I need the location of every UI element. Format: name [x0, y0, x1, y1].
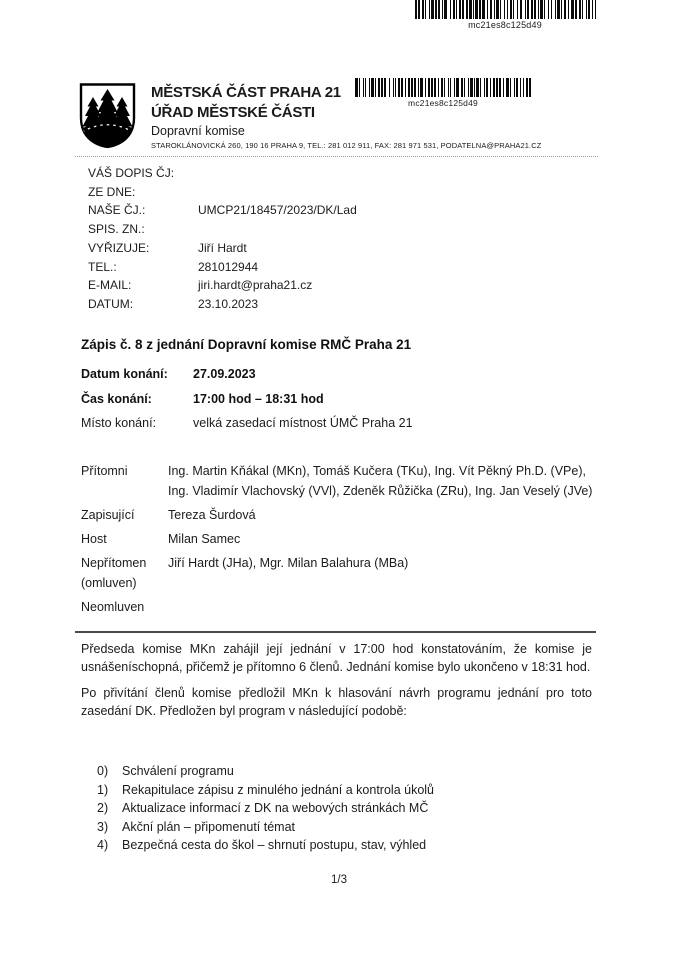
header-barcode-bars: [355, 78, 531, 97]
field-row: [88, 183, 508, 202]
field-row: [88, 276, 508, 295]
meeting-date-row: [81, 362, 596, 387]
field-label: SPIS. ZN.:: [88, 222, 145, 237]
field-value: [198, 164, 508, 183]
meeting-time-row: [81, 387, 596, 412]
agenda-number: 0): [97, 764, 109, 778]
paragraph-opening: Předseda komise MKn zahájil její jednání v 17:00 hod konstatováním, že komise je usnášeníschopná, přičemž je přítomno 6 členů. Jednání komise bylo ukončeno v 18:31 hod.: [81, 642, 592, 674]
field-row: [88, 164, 508, 183]
meeting-time-value: 17:00 hod – 18:31 hod: [193, 391, 324, 406]
agenda-number: 2): [97, 801, 109, 815]
attendance-row: [81, 461, 596, 501]
org-name-line-2: ÚŘAD MĚSTSKÉ ČÁSTI: [151, 103, 315, 121]
field-row: [88, 239, 508, 258]
header-barcode-label: mc21es8c125d49: [408, 98, 478, 108]
top-barcode-label: mc21es8c125d49: [468, 20, 542, 30]
top-barcode: [413, 0, 597, 30]
field-row: [88, 295, 508, 314]
agenda-text: Schválení programu: [122, 764, 234, 778]
agenda-item: [97, 836, 577, 855]
agenda-text: Akční plán – připomenutí témat: [122, 819, 296, 834]
page-number: 1/3: [331, 874, 347, 886]
agenda-text: Bezpečná cesta do škol – shrnutí postupu, stav, výhled: [122, 838, 427, 852]
horizontal-rule: [75, 631, 596, 633]
field-value: 281012944: [198, 259, 259, 274]
attendance-row: [81, 505, 596, 525]
agenda-item: [97, 781, 577, 800]
attendance-label: Host: [81, 532, 107, 546]
agenda-number: 4): [97, 838, 109, 852]
field-value: jiri.hardt@praha21.cz: [198, 278, 313, 293]
field-value: UMCP21/18457/2023/DK/Lad: [198, 203, 357, 218]
field-row: [88, 201, 508, 220]
field-label: TEL.:: [88, 259, 117, 274]
meeting-date-label: Datum konání:: [81, 367, 168, 381]
org-name-line-1: MĚSTSKÁ ČÁST PRAHA 21: [151, 84, 341, 101]
attendance-label: Zapisující: [81, 508, 135, 522]
attendance-row: [81, 553, 596, 593]
attendance-label: Nepřítomen (omluven): [81, 556, 147, 590]
header-barcode: [355, 78, 531, 108]
attendance-label: Neomluven: [81, 600, 145, 614]
attendance-list: [81, 461, 596, 621]
field-label: VYŘIZUJE:: [88, 240, 150, 255]
agenda-item: [97, 818, 577, 837]
agenda-number: 3): [97, 819, 109, 834]
field-row: [88, 258, 508, 277]
attendance-label: Přítomni: [81, 464, 128, 478]
top-barcode-bars: [415, 0, 596, 19]
field-label: DATUM:: [88, 296, 134, 311]
attendance-value: Ing. Martin Kňákal (MKn), Tomáš Kučera (TKu), Ing. Vít Pěkný Ph.D. (VPe), Ing. Vladimír Vlachovský (VVl), Zdeněk Růžička (ZRu), Ing. Jan Veselý (JVe): [168, 464, 593, 498]
attendance-value: Tereza Šurdová: [168, 508, 256, 522]
dotted-divider: [75, 156, 598, 157]
field-label: ZE DNE:: [88, 184, 136, 199]
field-value: Jiří Hardt: [198, 240, 247, 255]
meeting-time-label: Čas konání:: [81, 391, 152, 406]
field-row: [88, 220, 508, 239]
reference-fields: [88, 164, 508, 314]
agenda-text: Rekapitulace zápisu z minulého jednání a kontrola úkolů: [122, 782, 434, 797]
field-value: [198, 183, 508, 202]
attendance-value: Jiří Hardt (JHa), Mgr. Milan Balahura (MBa): [168, 556, 409, 570]
coat-of-arms-icon: [78, 82, 137, 150]
paragraph-program: Po přivítání členů komise předložil MKn k hlasování návrh programu jednání pro toto zasedání DK. Předložen byl program v následující podobě:: [81, 686, 592, 718]
field-value: [198, 220, 508, 239]
title-block: [81, 337, 596, 436]
attendance-value: Milan Samec: [168, 532, 241, 546]
field-label: E-MAIL:: [88, 278, 132, 293]
meeting-place-row: [81, 411, 596, 436]
agenda-item: [97, 799, 577, 818]
agenda-list: [97, 762, 577, 855]
agenda-text: Aktualizace informací z DK na webových stránkách MČ: [122, 801, 429, 815]
field-value: 23.10.2023: [198, 296, 259, 311]
org-address-line: STAROKLÁNOVICKÁ 260, 190 16 PRAHA 9, TEL.: 281 012 911, FAX: 281 971 531, PODATELNA@PRAHA21.CZ: [151, 141, 542, 150]
attendance-row: [81, 529, 596, 549]
attendance-value: [168, 597, 596, 617]
meeting-date-value: 27.09.2023: [193, 367, 256, 381]
attendance-row: [81, 597, 596, 617]
agenda-number: 1): [97, 782, 109, 797]
body-text: [81, 641, 592, 720]
field-label: VÁŠ DOPIS ČJ:: [88, 166, 175, 180]
agenda-item: [97, 762, 577, 781]
department-name: Dopravní komise: [151, 124, 245, 138]
document-title: Zápis č. 8 z jednání Dopravní komise RMČ Praha 21: [81, 337, 412, 352]
field-label: NAŠE ČJ.:: [88, 203, 146, 218]
meeting-place-value: velká zasedací místnost ÚMČ Praha 21: [193, 416, 413, 431]
meeting-place-label: Místo konání:: [81, 416, 157, 431]
